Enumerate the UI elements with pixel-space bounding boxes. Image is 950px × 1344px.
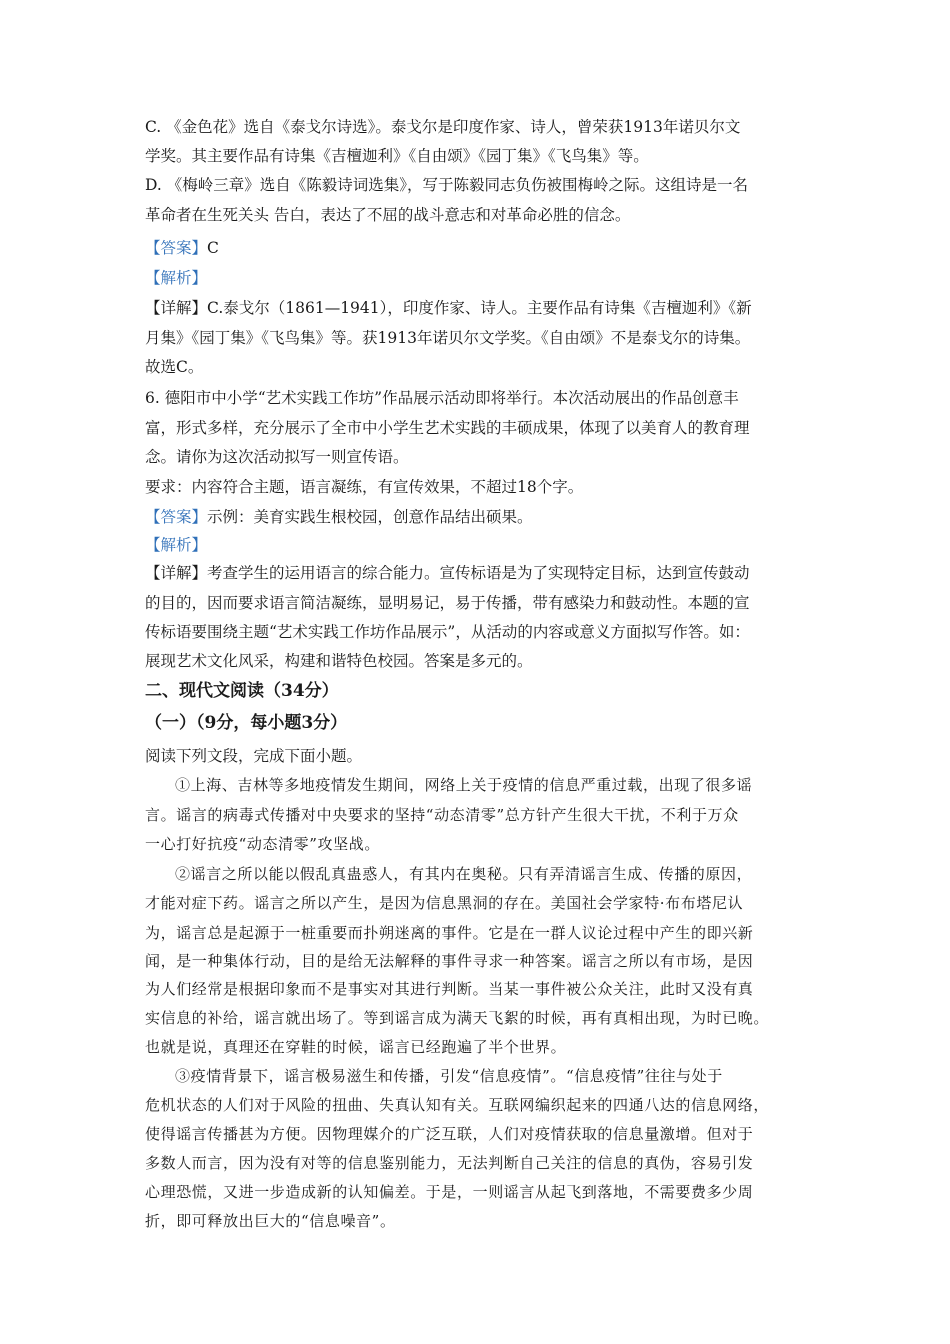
analysis-line-q6 xyxy=(145,535,207,555)
detail-line-q6-3: 传标语要围绕主题“艺术实践工作坊作品展示”，从活动的内容或意义方面拟写作答。如： xyxy=(145,623,750,641)
detail-text: C.泰戈尔（1861—1941），印度作家、诗人。主要作品有诗集《吉檀迦利》《新 xyxy=(207,299,752,317)
answer-line-q6 xyxy=(145,507,533,527)
detail-tag: 【详解】 xyxy=(145,564,208,582)
option-c-line-2: 学奖。其主要作品有诗集《吉檀迦利》《自由颂》《园丁集》《飞鸟集》等。 xyxy=(145,147,649,165)
detail-line-q6-2: 的目的，因而要求语言简洁凝练，显明易记，易于传播，带有感染力和鼓动性。本题的宣 xyxy=(145,594,750,612)
question-6-line-1: 6. 德阳市中小学“艺术实践工作坊”作品展示活动即将举行。本次活动展出的作品创意丰 xyxy=(145,389,739,407)
detail-line-q5-2: 月集》《园丁集》《飞鸟集》等。获1913年诺贝尔文学奖。《自由颂》不是泰戈尔的诗集。 xyxy=(145,329,751,347)
option-c-line-1: C. 《金色花》选自《泰戈尔诗选》。泰戈尔是印度作家、诗人，曾荣获1913年诺贝尔文 xyxy=(145,118,741,136)
analysis-tag: 【解析】 xyxy=(145,536,208,554)
section-heading: 二、现代文阅读（34分） xyxy=(145,681,339,701)
detail-tag: 【详解】 xyxy=(145,299,208,317)
detail-line-q6-1 xyxy=(145,563,750,583)
passage-para-1-line-1: ①上海、吉林等多地疫情发生期间，网络上关于疫情的信息严重过载，出现了很多谣 xyxy=(175,776,753,794)
passage-para-2-line-2: 才能对症下药。谣言之所以产生，是因为信息黑洞的存在。美国社会学家特·布布塔尼认 xyxy=(145,894,744,912)
subsection-heading: （一）（9分，每小题3分） xyxy=(145,713,348,733)
passage-para-3-line-5: 心理恐慌，又进一步造成新的认知偏差。于是，一则谣言从起飞到落地，不需要费多少周 xyxy=(145,1183,754,1201)
detail-line-q5-3: 故选C。 xyxy=(145,358,204,376)
passage-para-1-line-3: 一心打好抗疫“动态清零”攻坚战。 xyxy=(145,835,380,853)
answer-tag: 【答案】 xyxy=(145,508,208,526)
detail-line-q5-1 xyxy=(145,298,752,318)
question-6-line-2: 富，形式多样，充分展示了全市中小学生艺术实践的丰硕成果，体现了以美育人的教育理 xyxy=(145,419,750,437)
passage-para-2-line-5: 为人们经常是根据印象而不是事实对其进行判断。当某一事件被公众关注，此时又没有真 xyxy=(145,980,754,998)
question-6-line-3: 念。请你为这次活动拟写一则宣传语。 xyxy=(145,448,409,466)
analysis-tag: 【解析】 xyxy=(145,269,208,287)
passage-para-3-line-2: 危机状态的人们对于风险的扭曲、失真认知有关。互联网编织起来的四通八达的信息网络， xyxy=(145,1096,770,1114)
answer-tag: 【答案】 xyxy=(145,239,208,257)
passage-para-2-line-3: 为，谣言总是起源于一桩重要而扑朔迷离的事件。它是在一群人议论过程中产生的即兴新 xyxy=(145,924,754,942)
answer-text: 示例：美育实践生根校园，创意作品结出硕果。 xyxy=(207,508,533,526)
answer-line-q5 xyxy=(145,238,219,258)
detail-line-q6-4: 展现艺术文化风采，构建和谐特色校园。答案是多元的。 xyxy=(145,652,533,670)
passage-para-3-line-3: 使得谣言传播甚为方便。因物理媒介的广泛互联，人们对疫情获取的信息量激增。但对于 xyxy=(145,1125,754,1143)
passage-para-3-line-4: 多数人而言，因为没有对等的信息鉴别能力，无法判断自己关注的信息的真伪，容易引发 xyxy=(145,1154,754,1172)
detail-text: 考查学生的运用语言的综合能力。宣传标语是为了实现特定目标，达到宣传鼓动 xyxy=(207,564,750,582)
option-d-line-2: 革命者在生死关头 告白，表达了不屈的战斗意志和对革命必胜的信念。 xyxy=(145,206,631,224)
passage-para-2-line-6: 实信息的补给，谣言就出场了。等到谣言成为满天飞絮的时候，再有真相出现，为时已晚。 xyxy=(145,1009,770,1027)
answer-text: C xyxy=(207,239,219,257)
question-6-requirement: 要求：内容符合主题，语言凝练，有宣传效果，不超过18个字。 xyxy=(145,478,584,496)
option-d-line-1: D. 《梅岭三章》选自《陈毅诗词选集》，写于陈毅同志负伤被围梅岭之际。这组诗是一名 xyxy=(145,176,748,194)
passage-para-1-line-2: 言。谣言的病毒式传播对中央要求的坚持“动态清零”总方针产生很大干扰，不利于万众 xyxy=(145,806,739,824)
passage-para-2-line-7: 也就是说，真理还在穿鞋的时候，谣言已经跑遍了半个世界。 xyxy=(145,1038,567,1056)
passage-para-3-line-6: 折，即可释放出巨大的“信息噪音”。 xyxy=(145,1212,396,1230)
passage-para-3-line-1: ③疫情背景下，谣言极易滋生和传播，引发“信息疫情”。“信息疫情”往往与处于 xyxy=(175,1067,723,1085)
passage-para-2-line-1: ②谣言之所以能以假乱真蛊惑人，有其内在奥秘。只有弄清谣言生成、传播的原因， xyxy=(175,865,753,883)
passage-para-2-line-4: 闻，是一种集体行动，目的是给无法解释的事件寻求一种答案。谣言之所以有市场，是因 xyxy=(145,952,754,970)
reading-instruction: 阅读下列文段，完成下面小题。 xyxy=(145,747,363,765)
analysis-line-q5 xyxy=(145,268,207,288)
